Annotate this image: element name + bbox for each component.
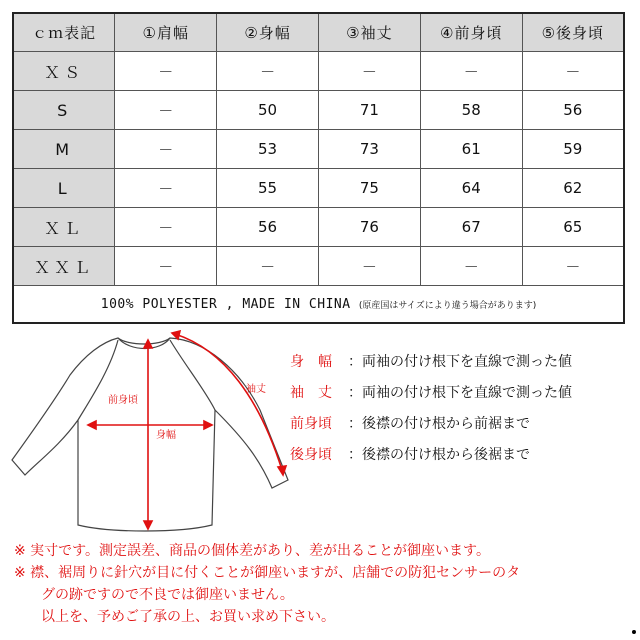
table-row [13, 169, 624, 208]
size-label: L [13, 169, 115, 208]
front-length-arrow-top [144, 340, 152, 348]
legend-desc: 後襟の付け根から前裾まで [362, 415, 530, 432]
note-line-4: 以上を、予めご了承の上、お買い求め下さい。 [41, 609, 335, 625]
raglan-seam-left [78, 340, 118, 420]
note-line-3: グの跡ですので不良では御座いません。 [41, 587, 294, 603]
material-note [13, 286, 624, 324]
table-cell: － [115, 52, 217, 91]
table-cell: 62 [522, 169, 624, 208]
table-cell: 73 [318, 130, 420, 169]
header-sleeve: ③袖丈 [318, 13, 420, 52]
table-cell: － [115, 169, 217, 208]
table-cell: 71 [318, 91, 420, 130]
legend-key: 袖 丈 [290, 384, 332, 401]
table-cell: － [318, 52, 420, 91]
table-header-row [13, 13, 624, 52]
table-cell: － [522, 247, 624, 286]
table-cell: － [318, 247, 420, 286]
table-cell: － [115, 208, 217, 247]
size-label: S [13, 91, 115, 130]
header-unit: ｃｍ表記 [13, 13, 115, 52]
table-cell: 50 [217, 91, 319, 130]
table-row [13, 130, 624, 169]
table-cell: － [115, 91, 217, 130]
table-cell: － [420, 52, 522, 91]
table-cell: 64 [420, 169, 522, 208]
note-line-2: ※ 襟、裾周りに針穴が目に付くことが御座いますが、店舗での防犯センサーのタ [14, 565, 521, 581]
table-cell: － [115, 130, 217, 169]
material-note-small: (原産国はサイズにより違う場合があります) [358, 300, 537, 311]
table-cell: 59 [522, 130, 624, 169]
legend-desc: 後襟の付け根から後裾まで [362, 446, 530, 463]
table-cell: － [522, 52, 624, 91]
sleeve-length-curve [175, 334, 282, 470]
table-cell: 67 [420, 208, 522, 247]
legend-key: 後身頃 [290, 446, 332, 463]
shirt-collar [118, 338, 170, 344]
header-shoulder: ①肩幅 [115, 13, 217, 52]
legend-key: 身 幅 [290, 353, 332, 370]
shirt-outline [12, 338, 288, 531]
material-row [13, 286, 624, 324]
legend-desc: 両袖の付け根下を直線で測った値 [362, 384, 572, 401]
table-cell: 75 [318, 169, 420, 208]
size-label: ＸＸＬ [13, 247, 115, 286]
table-row [13, 247, 624, 286]
table-cell: 56 [217, 208, 319, 247]
table-cell: 55 [217, 169, 319, 208]
material-note-text: 100% POLYESTER , MADE IN CHINA [100, 296, 351, 312]
table-cell: 76 [318, 208, 420, 247]
table-cell: 53 [217, 130, 319, 169]
table-cell: 65 [522, 208, 624, 247]
table-cell: － [420, 247, 522, 286]
table-row [13, 52, 624, 91]
body-width-arrow-right [204, 421, 212, 429]
table-cell: 58 [420, 91, 522, 130]
table-cell: － [115, 247, 217, 286]
table-cell: － [217, 52, 319, 91]
legend-item: 身 幅 ： 両袖の付け根下を直線で測った値 [290, 345, 572, 376]
size-table [12, 12, 625, 324]
label-sleeve-length: 袖丈 [246, 384, 266, 395]
table-cell: － [217, 247, 319, 286]
legend-item: 袖 丈 ： 両袖の付け根下を直線で測った値 [290, 376, 572, 407]
label-body-width: 身幅 [156, 430, 176, 441]
label-front-length: 前身頃 [108, 395, 138, 406]
shirt-diagram [10, 330, 300, 540]
table-cell: 56 [522, 91, 624, 130]
body-width-arrow-left [88, 421, 96, 429]
legend-item: 前身頃 ： 後襟の付け根から前裾まで [290, 407, 572, 438]
corner-dot [632, 630, 636, 634]
table-row [13, 91, 624, 130]
legend-key: 前身頃 [290, 415, 332, 432]
legend-item: 後身頃 ： 後襟の付け根から後裾まで [290, 438, 572, 469]
header-front-length: ④前身頃 [420, 13, 522, 52]
size-label: ＸＬ [13, 208, 115, 247]
header-body-width: ②身幅 [217, 13, 319, 52]
table-cell: 61 [420, 130, 522, 169]
sleeve-length-arrow-bottom [278, 466, 286, 475]
table-row [13, 208, 624, 247]
note-line-1: ※ 実寸です。測定誤差、商品の個体差があり、差が出ることが御座います。 [14, 543, 490, 559]
size-label: M [13, 130, 115, 169]
header-back-length: ⑤後身頃 [522, 13, 624, 52]
size-label: ＸＳ [13, 52, 115, 91]
measurement-legend [290, 345, 572, 469]
disclaimer-notes [14, 540, 634, 628]
front-length-arrow-bottom [144, 521, 152, 529]
legend-desc: 両袖の付け根下を直線で測った値 [362, 353, 572, 370]
